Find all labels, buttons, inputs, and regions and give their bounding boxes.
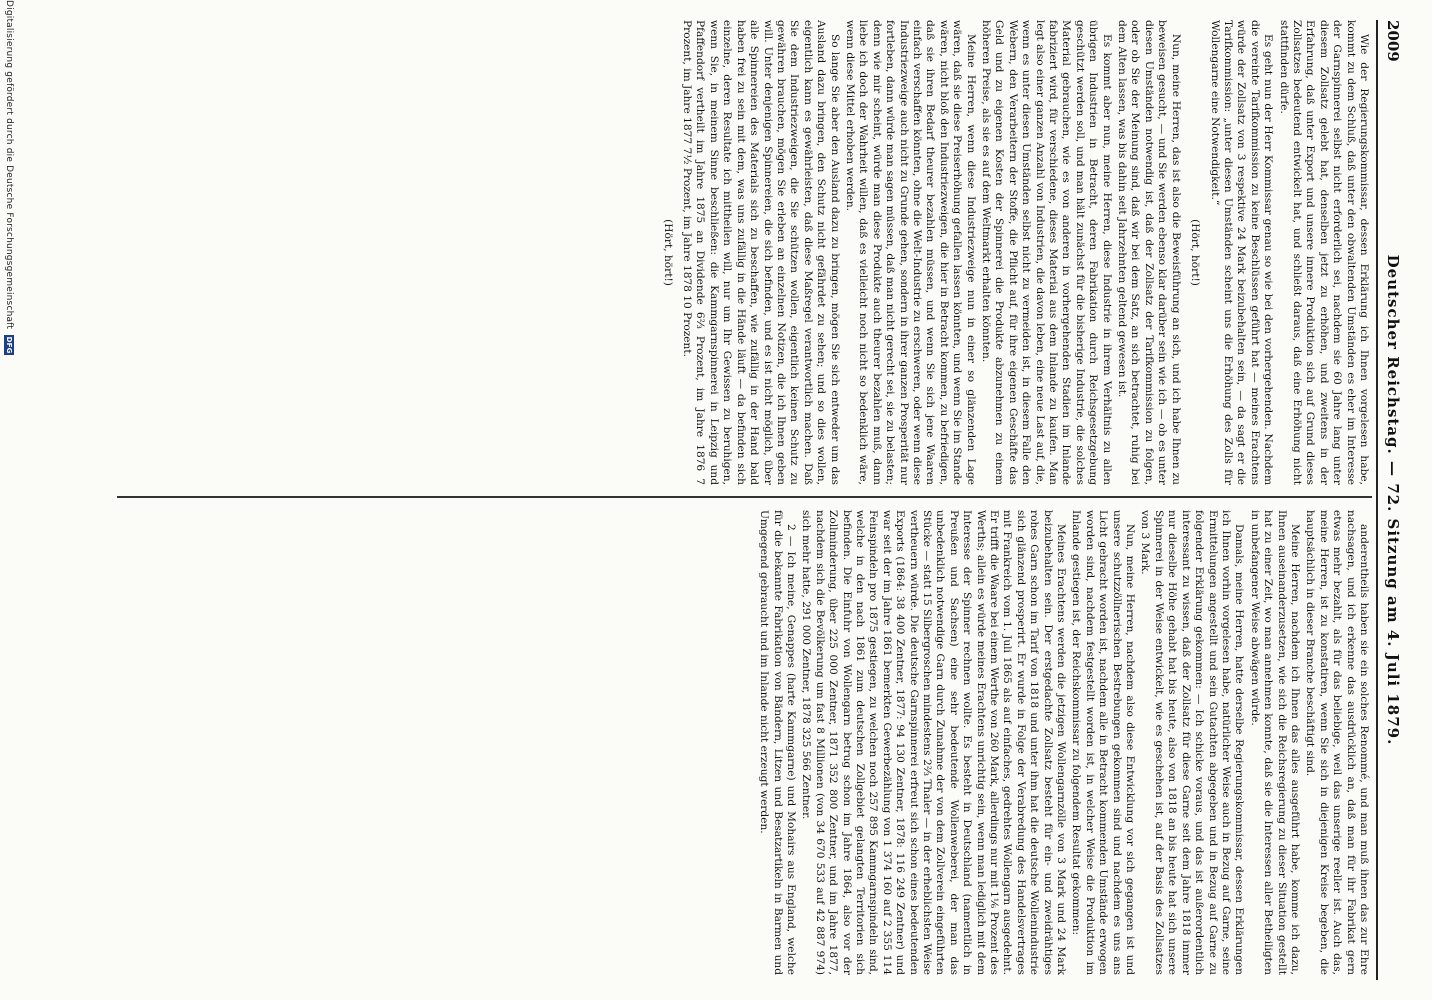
paragraph: Meine Herren, wenn diese Industriezweige nun in einer so glänzenden Lage wären, daß sie diese Preiserhöhung gefallen lassen könnten, und wenn Sie im Stande wären, nicht bloß den Industriezweigen, die hier in Betracht kommen, zu befriedigen, daß sie ihren Bedarf theurer bezahlen müssen, und wenn Sie sich jene Waaren einfach verschaffen könnten, ohne die Welt-Industrie zu erschweren, oder wenn diese Industriezweige auch nicht zu Grunde gehen, sondern in ihrer ganzen Prosperität nur fortleben, dann würde man sagen müssen, daß man nicht gerecht sei, sie zu belasten; denn wie mir scheint, würde man diese Produkte auch theurer bezahlen muß, dann liebe ich doch der Wahrheit willen, daß es vielleicht noch nicht so bedenklich wäre, wenn diese Mittel erhoben werden. bbox=[843, 20, 977, 485]
dfg-logo: DFG bbox=[5, 336, 13, 354]
text-column-left bbox=[120, 20, 1370, 485]
paragraph: Nun, meine Herren, das ist also die Beweisführung an sich, und ich habe Ihnen zu beweisen gesucht, — und Sie werden ebenso klar darüber sein wie ich — ob es unter diesen Umständen notwendig ist, daß der Zollsatz der Tarifkommission zu folgen, oder ob Sie der Meinung sind, daß wir bei dem Satz, an sich betrachtet, ruhig bei dem Alten lassen, was bis dahin seit Jahrzehnten geltend gewesen ist. bbox=[1116, 20, 1182, 485]
column-divider bbox=[117, 496, 1372, 498]
page-number: 2009 bbox=[1384, 20, 1402, 62]
footer-text: Digitalisierung gefördert durch die Deutsche Forschungsgemeinschaft bbox=[4, 0, 14, 330]
paragraph: Es kommt aber nun, meine Herren, diese Industrie in ihrem Verhältnis zu allen übrigen Industrien in Betracht, deren Fabrikation durch Reichsgesetzgebung geschützt werden soll, und man hält zunächst für die bisherige Industrie, die solches Material gebrauchen, wie es von anderen in vorhergehenden Stadien im Inlande fabriziert wird, für verschiedene, dieses Material aus dem Inlande zu kaufen. Man legt also einer ganzen Anzahl von Industrien, die davon leben, eine neue Last auf, die, wenn es unter diesen Umständen selbst nicht zu vermeiden ist, in diesem Falle den Webern, den Verarbeitern der Stoffe, die Pflicht auf, für ihre eigenen Geschäfte das Geld und zu eigenen Kosten der Spinnerei die Produkte abzunehmen zu einem höheren Preise, als sie es auf dem Weltmarkt erhalten könnten. bbox=[980, 20, 1113, 485]
paragraph: Wie der Regierungskommissar, dessen Erklärung ich Ihnen vorgelesen habe, kommt zu dem Schluß, daß unter den obwaltenden Umständen es eher im Interesse der Garnspinnerei selbst nicht erforderlich sei, nachdem sie 60 Jahre lang unter diesem Zollsatz gelebt hat, denselben jetzt zu erhöhen, und zweitens in der Erfahrung, daß unter Export und unsere innere Produktion sich auf Grund dieses Zollsatzes bedeutend entwickelt hat, und schließt daraus, daß eine Erhöhung nicht stattfinden dürfe. bbox=[1277, 20, 1370, 485]
header-title: Deutscher Reichstag. — 72. Sitzung am 4. Juli 1879. bbox=[1384, 254, 1402, 746]
page-header bbox=[1380, 20, 1402, 980]
paragraph: Meine Herren, nachdem ich Ihnen das alles ausgeführt habe, komme ich dazu, Ihnen auseinanderzusetzen, wie sich die Reichsregierung zu dieser Situation gestellt hat zu einer Zeit, wo man annehmen konnte, daß sie die Interessen aller Betheiligten in unbefangener Weise abwägen würde. bbox=[1248, 510, 1301, 975]
paragraph: 2 — Ich meine, Genappes (harte Kammgarne) und Mohairs aus England, welche für die bekannte Fabrikation von Bändern, Litzen und Besatzartikeln in Barmen und Umgegend gebraucht und im Inlande nicht erzeugt werden. bbox=[758, 510, 797, 975]
header-rule bbox=[1376, 20, 1378, 980]
page-footer bbox=[2, 0, 14, 960]
paragraph: (Hört, hört!) bbox=[1189, 219, 1202, 286]
paragraph: (Hört, hört!) bbox=[661, 219, 674, 286]
paragraph: So lange Sie aber den Ausland dazu zu bringen, mögen Sie sich entweder um das Ausland dazu bringen, den Schutz nicht gefährdet zu sehen; und so dies wollen, eigentlich kann es gewährleisten, daß diese Maßregel verantwortlich machen. Daß Sie dem Industriezweigen, die Sie schützen wollen, eigentlich keinen Schutz zu gewähren brauchen, mögen Sie erleben an einzelnen Notizen, die ich Ihnen geben will. Unter denjenigen Spinnereien, die sich befinden, und es ist nicht möglich, über alle Spinnereien des Materials sich zu beschaffen, wie zufällig in der Hand bald haben frei zu sein mit dem, was uns zufällig in die Hände läuft — da befinden sich einzelne, deren Resultate ich mittheilen will, nur um Ihr Gewissen zu beruhigen, wenn Sie, in meinem Sinne beschließen: die Kammgarnspinnerei in Leipzig und Pfaffendorf vertheilt im Jahre 1875 an Dividende 6⅔ Prozent, im Jahre 1876 7 Prozent, im Jahre 1877 7½ Prozent, im Jahre 1878 10 Prozent. bbox=[681, 20, 841, 485]
paragraph: Damals, meine Herren, hatte derselbe Regierungskommissar, dessen Erklärungen ich Ihnen vorhin vorgelesen habe, natürlicher Weise auch in Bezug auf Garne, seine Ermittelungen angestellt und sein Gutachten abgegeben und in Bezug auf Garne zu folgender Erklärung gekommen: — Ich schicke voraus, und das ist außerordentlich interessant zu wissen, daß der Zollsatz für diese Garne seit dem Jahre 1818 immer nur dieselbe Höhe gehabt hat bis heute, also von 1818 an bis heute hat sich unsere Spinnerei in der Weise entwickelt, wie es geschehen ist, auf der Basis des Zollsatzes von 3 Mark. bbox=[1139, 510, 1246, 975]
paragraph: Es geht nun der Herr Kommissar genau so wie bei den vorhergehenden. Nachdem die vereinte Tarifkommission zu keine Beschlüssen geführt hat — meines Erachtens würde der Zollsatz von 3 respektive 24 Mark beizubehalten sein, — da sagt er die Tarifkommission: „unter diesen Umständen scheint uns die Erhöhung des Zolls für Wollengarne eine Notwendigkeit.“ bbox=[1208, 20, 1275, 485]
text-column-right bbox=[120, 510, 1370, 975]
paragraph: anderentheils haben sie ein solches Renommé, und man muß ihnen das zur Ehre nachsagen, und ich erkenne das ausdrücklich an, daß man für ihr Fabrikat gern etwas mehr bezahlt, als für das beliebige, weil das unserige reeller ist. Auch das, meine Herren, ist zu konstatiren, wenn Sie sich in diejenigen Kreise begeben, die hauptsächlich in dieser Branche beschäftigt sind. bbox=[1304, 510, 1370, 975]
paragraph: Nun, meine Herren, nachdem also diese Entwicklung vor sich gegangen ist und unsere schutzzöllnerischen Bestrebungen gekommen sind und nachdem es uns ans Licht gebracht worden ist, nachdem alle in Betracht kommenden Umstände erwogen worden sind, nachdem festgestellt worden ist, in welcher Weise die Produktion im Inlande gestiegen ist, der Reichskommissar zu folgendem Resultat gekommen: bbox=[1070, 510, 1137, 975]
paragraph: Meines Erachtens werden die jetzigen Wollengarnzölle von 3 Mark und 24 Mark beizubehalten sein. Der erstgedachte Zollsatz besteht für ein- und zweidrähtiges rohes Garn schon im Tarif von 1818 und unter ihm hat die deutsche Wollenindustrie sich glänzend prosperirt. Er wurde in Folge der Verabredung des Handelsvertrages mit Frankreich vom 1. Juli 1865 als auf einfaches, gedrehtes Wollengarn ausgedehnt. Er trifft die Waare bei einem Werthe von 260 Mark, allerdings nur mit 1⅙ Prozent des Werths; allein es würde meines Erachtens unrichtig sein, wenn man lediglich mit dem Interesse der Spinner rechnen wollte. Es besteht in Deutschland (namentlich in Preußen und Sachsen) eine sehr bedeutende Wollenweberei, der man das unbedenklich notwendige Garn durch Zunahme der von dem Zollverein eingeführten Stücke — statt 15 Silbergroschen mindestens 2⅔ Thaler — in der erheblichsten Weise vertheuern würde. Die deutsche Garnspinnerei erfreut sich schon eines bedeutenden Exports (1864: 38 400 Zentner, 1877: 94 130 Zentner, 1878: 116 249 Zentner) und war seit der im Jahre 1861 bemerkten Gewerbezählung von 1 374 160 auf 2 355 114 Feinspindeln pro 1875 gestiegen, zu welchen noch 257 895 Kammgarnspindeln sind, welche in den nach 1861 zum deutschen Zollgebiet gelangten Territorien sich befinden. Die Einfuhr von Wollengarn betrug schon im Jahre 1864, also vor der Zollminderung, über 225 000 Zentner, 1871 352 800 Zentner, und im Jahre 1877, nachdem sich die Bevölkerung um fast 8 Millionen (von 34 670 533 auf 42 887 974) sich mehr hatte, 291 000 Zentner, 1878 325 566 Zentner. bbox=[800, 510, 1068, 975]
